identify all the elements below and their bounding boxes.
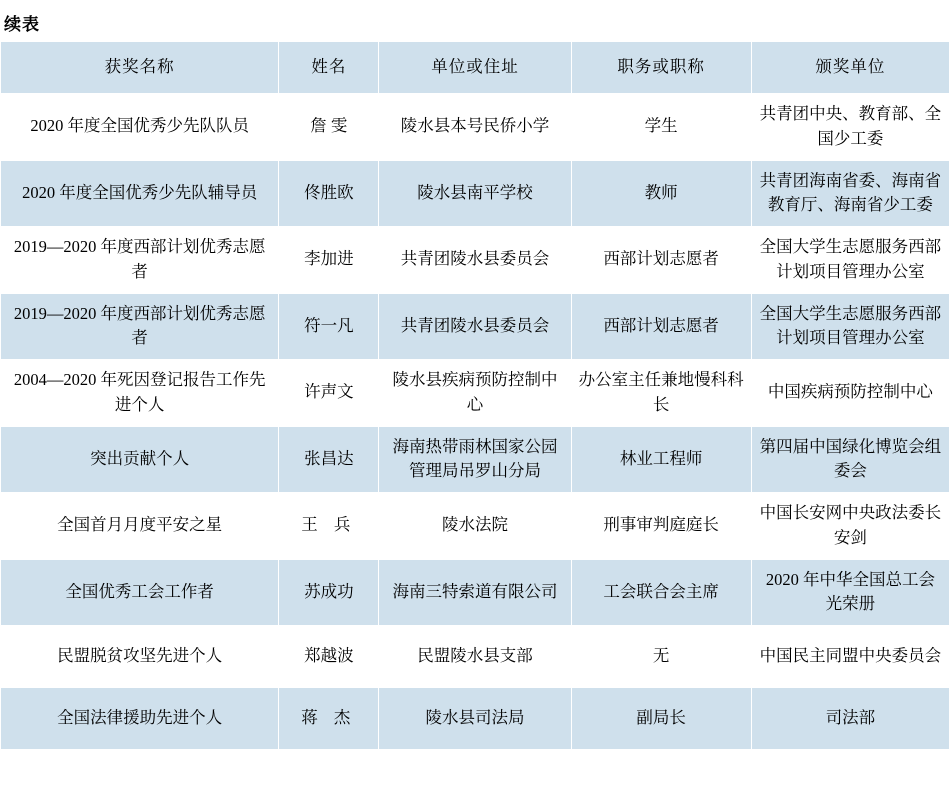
cell-position: 工会联合会主席 xyxy=(571,559,751,626)
table-caption: 续表 xyxy=(4,15,40,34)
cell-awarding-body: 司法部 xyxy=(751,688,949,750)
cell-unit: 陵水县司法局 xyxy=(379,688,571,750)
cell-position: 无 xyxy=(571,626,751,688)
cell-position: 刑事审判庭庭长 xyxy=(571,493,751,560)
cell-award-name: 全国首月月度平安之星 xyxy=(1,493,279,560)
cell-position: 学生 xyxy=(571,94,751,161)
column-header-unit: 单位或住址 xyxy=(379,42,571,94)
cell-unit: 共青团陵水县委员会 xyxy=(379,293,571,360)
cell-awarding-body: 中国疾病预防控制中心 xyxy=(751,360,949,427)
cell-person-name: 王 兵 xyxy=(279,493,379,560)
table-row xyxy=(1,626,950,688)
cell-person-name: 许声文 xyxy=(279,360,379,427)
table-row xyxy=(1,94,950,161)
cell-unit: 海南三特索道有限公司 xyxy=(379,559,571,626)
cell-awarding-body: 全国大学生志愿服务西部计划项目管理办公室 xyxy=(751,227,949,294)
cell-position: 办公室主任兼地慢科科长 xyxy=(571,360,751,427)
column-header-person-name: 姓名 xyxy=(279,42,379,94)
cell-unit: 海南热带雨林国家公园管理局吊罗山分局 xyxy=(379,426,571,493)
cell-person-name: 蒋 杰 xyxy=(279,688,379,750)
cell-person-name: 李加进 xyxy=(279,227,379,294)
cell-person-name: 郑越波 xyxy=(279,626,379,688)
table-row xyxy=(1,426,950,493)
column-header-position: 职务或职称 xyxy=(571,42,751,94)
table-row xyxy=(1,360,950,427)
table-header-row xyxy=(1,42,950,94)
cell-award-name: 2020 年度全国优秀少先队辅导员 xyxy=(1,160,279,227)
cell-award-name: 突出贡献个人 xyxy=(1,426,279,493)
cell-unit: 陵水县南平学校 xyxy=(379,160,571,227)
cell-awarding-body: 全国大学生志愿服务西部计划项目管理办公室 xyxy=(751,293,949,360)
cell-person-name: 张昌达 xyxy=(279,426,379,493)
table-row xyxy=(1,493,950,560)
table-header xyxy=(1,42,950,94)
cell-awarding-body: 中国民主同盟中央委员会 xyxy=(751,626,949,688)
cell-unit: 陵水法院 xyxy=(379,493,571,560)
cell-person-name: 佟胜欧 xyxy=(279,160,379,227)
column-header-awarding-body: 颁奖单位 xyxy=(751,42,949,94)
cell-award-name: 民盟脱贫攻坚先进个人 xyxy=(1,626,279,688)
table-row xyxy=(1,559,950,626)
cell-award-name: 全国法律援助先进个人 xyxy=(1,688,279,750)
cell-person-name: 苏成功 xyxy=(279,559,379,626)
cell-person-name: 符一凡 xyxy=(279,293,379,360)
cell-position: 西部计划志愿者 xyxy=(571,293,751,360)
cell-unit: 民盟陵水县支部 xyxy=(379,626,571,688)
cell-person-name: 詹 雯 xyxy=(279,94,379,161)
cell-awarding-body: 中国长安网中央政法委长安剑 xyxy=(751,493,949,560)
cell-position: 林业工程师 xyxy=(571,426,751,493)
cell-awarding-body: 共青团中央、教育部、全国少工委 xyxy=(751,94,949,161)
cell-unit: 共青团陵水县委员会 xyxy=(379,227,571,294)
table-row xyxy=(1,160,950,227)
cell-awarding-body: 2020 年中华全国总工会光荣册 xyxy=(751,559,949,626)
cell-awarding-body: 第四届中国绿化博览会组委会 xyxy=(751,426,949,493)
cell-unit: 陵水县疾病预防控制中心 xyxy=(379,360,571,427)
cell-awarding-body: 共青团海南省委、海南省教育厅、海南省少工委 xyxy=(751,160,949,227)
cell-award-name: 全国优秀工会工作者 xyxy=(1,559,279,626)
column-header-award-name: 获奖名称 xyxy=(1,42,279,94)
cell-position: 西部计划志愿者 xyxy=(571,227,751,294)
table-row xyxy=(1,688,950,750)
table-body xyxy=(1,94,950,750)
table-row xyxy=(1,293,950,360)
cell-position: 副局长 xyxy=(571,688,751,750)
cell-award-name: 2004—2020 年死因登记报告工作先进个人 xyxy=(1,360,279,427)
award-table xyxy=(0,41,950,750)
cell-award-name: 2020 年度全国优秀少先队队员 xyxy=(1,94,279,161)
cell-award-name: 2019—2020 年度西部计划优秀志愿者 xyxy=(1,293,279,360)
cell-unit: 陵水县本号民侨小学 xyxy=(379,94,571,161)
table-row xyxy=(1,227,950,294)
cell-award-name: 2019—2020 年度西部计划优秀志愿者 xyxy=(1,227,279,294)
cell-position: 教师 xyxy=(571,160,751,227)
